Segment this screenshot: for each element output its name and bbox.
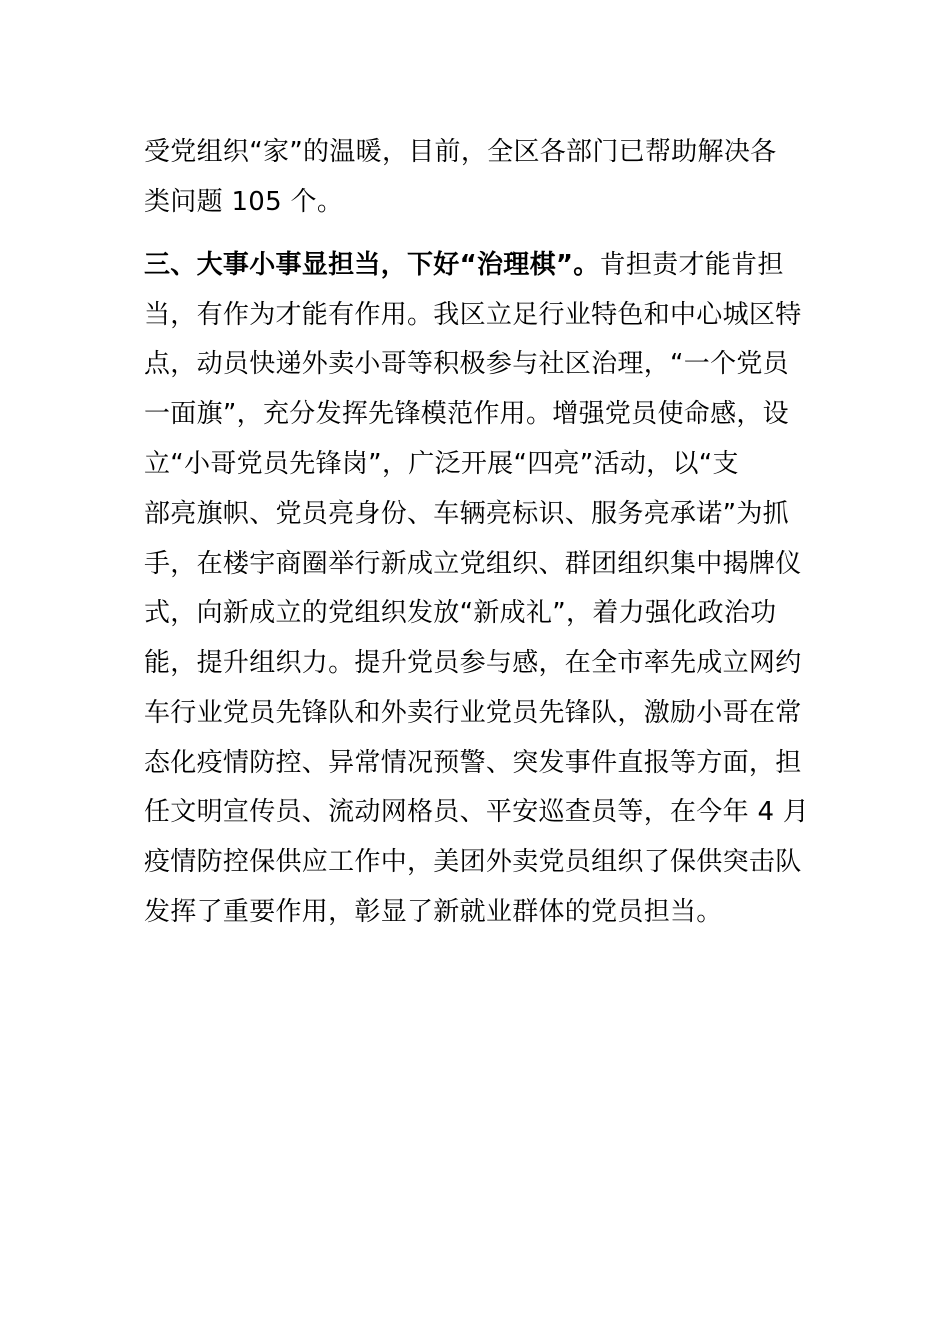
paragraph-line: 车行业党员先锋队和外卖行业党员先锋队，激励小哥在常: [144, 698, 802, 728]
paragraph-line: 受党组织“家”的温暖，目前，全区各部门已帮助解决各: [144, 137, 777, 167]
paragraph-line: 类问题 105 个。: [144, 187, 344, 217]
paragraph-first-line: [144, 248, 784, 282]
paragraph-line: 部亮旗帜、党员亮身份、车辆亮标识、服务亮承诺”为抓: [144, 499, 789, 529]
paragraph-line: 手，在楼宇商圈举行新成立党组织、群团组织集中揭牌仪: [144, 549, 802, 579]
paragraph-line: 式，向新成立的党组织发放“新成礼”，着力强化政治功: [144, 598, 777, 628]
paragraph-line: 立“小哥党员先锋岗”，广泛开展“四亮”活动，以“支: [144, 449, 739, 479]
paragraph-line: 点，动员快递外卖小哥等积极参与社区治理，“一个党员: [144, 349, 789, 379]
paragraph-line-start: 肯担责才能肯担: [599, 250, 784, 280]
section-heading: 三、大事小事显担当，下好“治理棋”。: [144, 250, 600, 280]
paragraph-line: 发挥了重要作用，彰显了新就业群体的党员担当。: [144, 897, 723, 927]
paragraph-line: 任文明宣传员、流动网格员、平安巡查员等，在今年 4 月: [144, 797, 810, 827]
paragraph-line: 一面旗”，充分发挥先锋模范作用。增强党员使命感，设: [144, 399, 789, 429]
paragraph-line: 疫情防控保供应工作中，美团外卖党员组织了保供突击队: [144, 847, 802, 877]
paragraph-line: 态化疫情防控、异常情况预警、突发事件直报等方面，担: [144, 748, 802, 778]
paragraph-line: 能，提升组织力。提升党员参与感，在全市率先成立网约: [144, 648, 802, 678]
paragraph-line: 当，有作为才能有作用。我区立足行业特色和中心城区特: [144, 300, 802, 330]
